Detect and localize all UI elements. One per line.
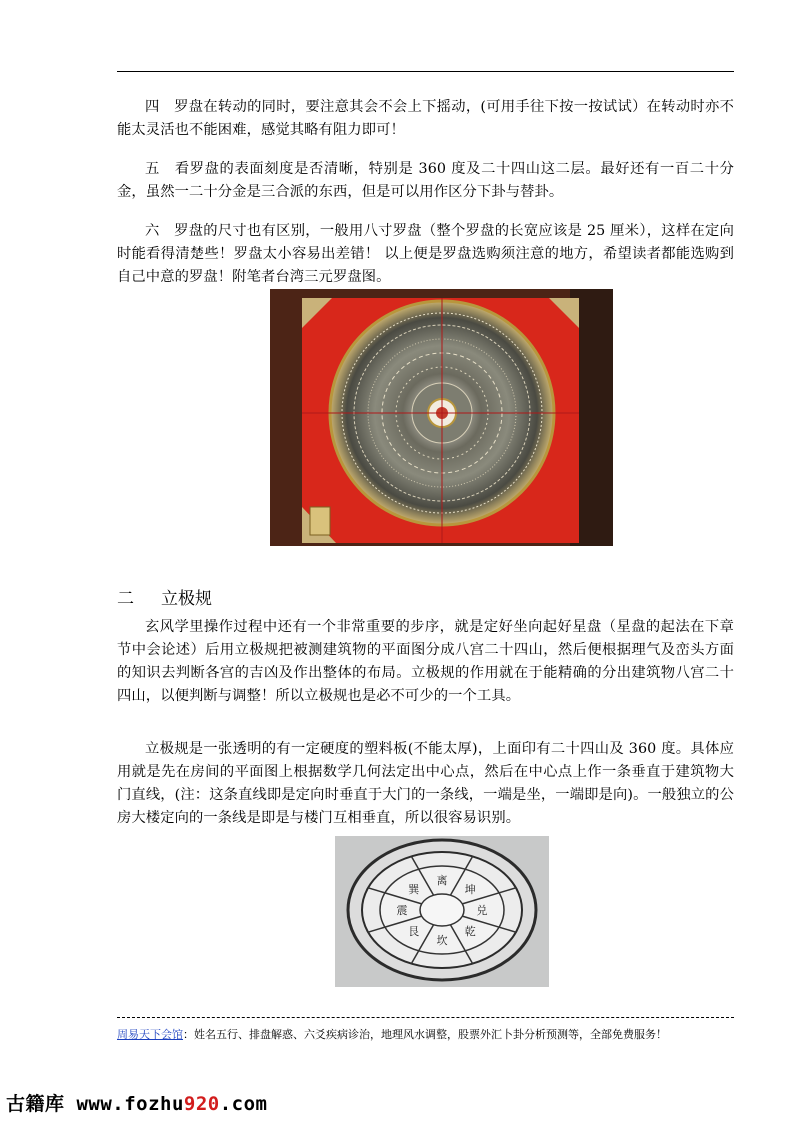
footer — [117, 1026, 667, 1042]
paragraph-lijigui-usage: 立极规是一张透明的有一定硬度的塑料板(不能太厚)，上面印有二十四山及 360 度。具体应用就是先在房间的平面图上根据数学几何法定出中心点，然后在中心点上作一条垂直于建筑物大门直线，(注：这条直线即是定向时垂直于大门的一条线，一端是坐，一端即是向)。一般独立的公房大楼定向的一条线是即是与楼门互相垂直，所以很容易识别。 — [117, 741, 734, 826]
paragraph-item-6: 六 罗盘的尺寸也有区别，一般用八寸罗盘（整个罗盘的长宽应该是 25 厘米），这样在定向时能看得清楚些！罗盘太小容易出差错！ 以上便是罗盘选购须注意的地方，希望读者都能选购到自己中意的罗盘！附笔者台湾三元罗盘图。 — [117, 223, 734, 285]
lijigui-trigram-label: 坎 — [436, 934, 448, 947]
paragraph-item-5: 五 看罗盘的表面刻度是否清晰，特别是 360 度及二十四山这二层。最好还有一百二十分金，虽然一二十分金是三合派的东西，但是可以用作区分下卦与替卦。 — [117, 161, 734, 200]
section-title: 立极规 — [161, 589, 212, 609]
lijigui-trigram-label: 艮 — [408, 925, 420, 939]
lijigui-trigram-label: 离 — [436, 874, 448, 887]
footer-description: ：姓名五行、排盘解惑、六爻疾病诊治，地理风水调整，股票外汇卜卦分析预测等，全部免费服务！ — [183, 1028, 667, 1041]
site-watermark — [6, 1089, 267, 1116]
section-number: 二 — [117, 589, 134, 609]
watermark-prefix: 古籍库 www.fozhu — [6, 1093, 184, 1115]
paragraph-lijigui-intro: 玄风学里操作过程中还有一个非常重要的步序，就是定好坐向起好星盘（星盘的起法在下章节中会论述）后用立极规把被测建筑物的平面图分成八宫二十四山，然后便根据理气及峦头方面的知识去判断各宫的吉凶及作出整体的布局。立极规的作用就在于能精确的分出建筑物八宫二十四山，以便判断与调整！所以立极规也是必不可少的一个工具。 — [117, 619, 734, 704]
footer-link[interactable]: 周易天下会馆 — [117, 1028, 183, 1041]
watermark-suffix: .com — [219, 1093, 268, 1115]
lijigui-graphic — [335, 836, 549, 987]
paragraph-item-4: 四 罗盘在转动的同时，要注意其会不会上下摇动，(可用手往下按一按试试）在转动时亦不能太灵活也不能困难，感觉其略有阻力即可！ — [117, 99, 734, 138]
footer-rule — [117, 1017, 734, 1018]
section-heading — [117, 584, 212, 609]
lijigui-photo — [335, 836, 549, 987]
lijigui-trigram-label: 乾 — [464, 925, 476, 939]
watermark-number: 920 — [183, 1093, 220, 1115]
header-rule — [117, 71, 734, 72]
luopan-compass-graphic — [270, 289, 613, 546]
lijigui-trigram-label: 坤 — [464, 882, 476, 896]
lijigui-trigram-label: 巽 — [408, 882, 420, 896]
lijigui-trigram-label: 震 — [396, 904, 408, 917]
lijigui-trigram-label: 兑 — [476, 904, 488, 917]
luopan-compass-photo — [270, 289, 613, 546]
